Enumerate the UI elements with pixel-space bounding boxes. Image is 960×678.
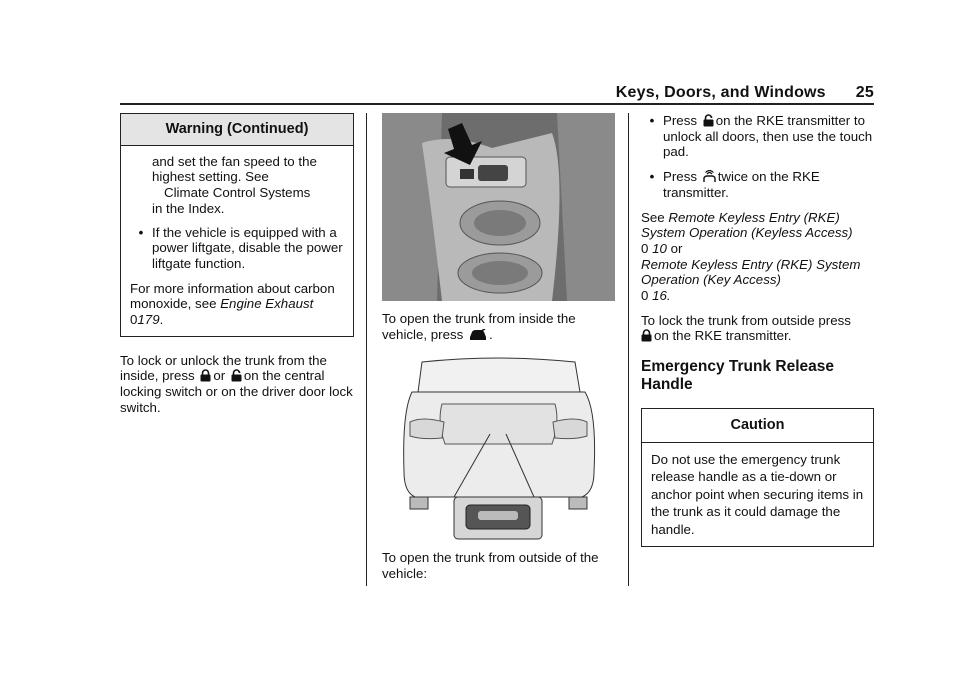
column-1 bbox=[120, 113, 354, 425]
lock-icon bbox=[641, 329, 652, 342]
open-inside-paragraph: To open the trunk from inside the vehicle, press . bbox=[382, 311, 576, 342]
page-ref-glyph: 0 bbox=[641, 288, 649, 304]
engine-exhaust-link[interactable]: Engine Exhaust bbox=[220, 296, 314, 312]
column-divider-1 bbox=[366, 113, 367, 586]
unlock-icon bbox=[703, 114, 714, 127]
carbon-monoxide-text: For more information about carbon monoxide, see Engine Exhaust 0179. bbox=[130, 280, 335, 328]
lock-icon bbox=[200, 369, 211, 382]
page-header bbox=[120, 84, 874, 102]
header-rule bbox=[120, 103, 874, 105]
warning-continued-text: and set the fan speed to the highest setting. See Climate Control Systems in the Index. bbox=[152, 153, 317, 216]
center-console-photo bbox=[382, 113, 615, 301]
lock-inside-paragraph: To lock or unlock the trunk from the inside, press or on the central locking switch or on the driver door lock switch. bbox=[120, 352, 353, 415]
chapter-title: Keys, Doors, and Windows bbox=[615, 84, 826, 101]
trunk-release-icon bbox=[469, 329, 487, 341]
unlock-icon bbox=[231, 369, 242, 382]
open-outside-paragraph: To open the trunk from outside of the vehicle: bbox=[382, 550, 599, 582]
column-divider-2 bbox=[628, 113, 629, 586]
page-number: 25 bbox=[855, 84, 874, 101]
list-item: • If the vehicle is equipped with a power liftgate, disable the power liftgate function. bbox=[138, 224, 343, 271]
warning-title: Warning (Continued) bbox=[121, 114, 353, 146]
caution-text: Do not use the emergency trunk release handle as a tie-down or anchor point when securing items in the trunk as it could damage the handle. bbox=[651, 451, 864, 537]
caution-title: Caution bbox=[642, 409, 873, 443]
page-ref-glyph: 0 bbox=[641, 240, 649, 256]
climate-control-reference[interactable]: Climate Control Systems bbox=[164, 185, 311, 201]
rke-keyless-page[interactable]: 10 bbox=[652, 240, 667, 256]
column-2 bbox=[382, 113, 616, 591]
engine-exhaust-page[interactable]: 179 bbox=[137, 312, 160, 328]
list-item: • Press on the RKE transmitter to unlock all doors, then use the touch pad. bbox=[649, 113, 873, 160]
trunk-exterior-drawing bbox=[382, 352, 615, 542]
rke-key-access-page[interactable]: 16 bbox=[652, 288, 667, 304]
lock-outside-paragraph: To lock the trunk from outside press on the RKE transmitter. bbox=[641, 312, 851, 344]
rke-keyless-link[interactable]: Remote Keyless Entry (RKE) System Operation (Keyless Access) bbox=[641, 209, 853, 241]
page-ref-glyph: 0 bbox=[130, 312, 138, 328]
remote-start-icon bbox=[703, 170, 716, 183]
liftgate-bullet-text: If the vehicle is equipped with a power liftgate, disable the power liftgate function. bbox=[152, 224, 343, 271]
caution-box bbox=[641, 408, 874, 547]
list-item: • Press twice on the RKE transmitter. bbox=[649, 169, 820, 200]
column-3 bbox=[641, 113, 874, 547]
section-heading: Emergency Trunk Release Handle bbox=[641, 358, 834, 394]
rke-key-access-link[interactable]: Remote Keyless Entry (RKE) System Operation (Key Access) bbox=[641, 256, 861, 288]
warning-box bbox=[120, 113, 354, 337]
rke-reference-paragraph: See Remote Keyless Entry (RKE) System Operation (Keyless Access) 0 10 or Remote Keyless Entry (RKE) System Operation (Key Access) 0 16. bbox=[641, 209, 861, 304]
